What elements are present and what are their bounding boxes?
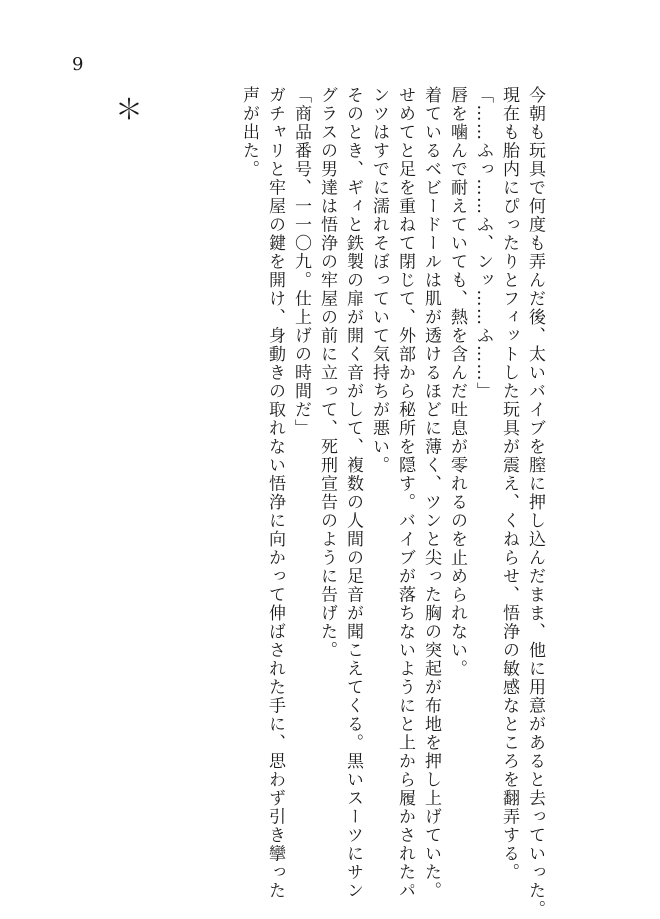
- text-line: そのとき、ギィと鉄製の扉が開く音がして、複数の人間の足音が聞こえてくる。黒いスーツにサン: [343, 86, 363, 900]
- text-line: 今朝も玩具で何度も弄んだ後、太いバイブを膣に押し込んだまま、他に用意があると去っていった。: [525, 86, 545, 919]
- text-line: 「……ふっ……ふ、ンッ……ふ……」: [473, 86, 493, 401]
- text-line: 声が出た。: [239, 86, 259, 179]
- text-line: ンツはすでに濡れそぼっていて気持ちが悪い。: [369, 86, 389, 475]
- text-line: 現在も胎内にぴったりとフィットした玩具が震え、くねらせ、悟浄の敏感なところを翻弄する。: [499, 86, 519, 882]
- text-line: ガチャリと牢屋の鍵を開け、身動きの取れない悟浄に向かって伸ばされた手に、思わず引き攣った: [265, 86, 285, 900]
- text-line: 「商品番号、一一〇九。仕上げの時間だ」: [291, 86, 311, 438]
- text-line: 唇を噛んで耐えていても、熱を含んだ吐息が零れるのを止められない。: [447, 86, 467, 678]
- text-line: グラスの男達は悟浄の牢屋の前に立って、死刑宣告のように告げた。: [317, 86, 337, 660]
- page-number: 9: [72, 54, 84, 75]
- section-break-mark: ＊: [115, 93, 144, 126]
- novel-text: [236, 86, 548, 919]
- text-line: せめてと足を重ねて閉じて、外部から秘所を隠す。バイブが落ちないようにと上から履かされたパ: [395, 86, 415, 900]
- text-line: 着ているベビードールは肌が透けるほどに薄く、ツンと尖った胸の突起が布地を押し上げていた。: [421, 86, 441, 900]
